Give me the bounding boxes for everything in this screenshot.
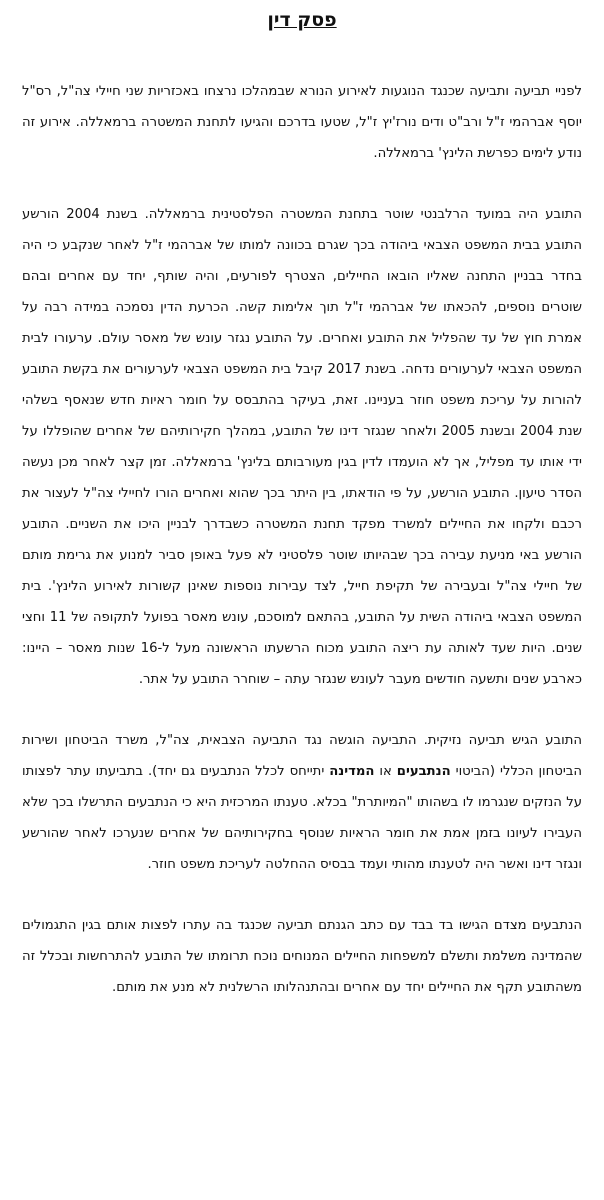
paragraph-text: התובע הגיש תביעה נזיקית. התביעה הוגשה נגד התביעה הצבאית, צה"ל, משרד הביטחון ושירות הביטחון הכללי (הביטוי (22, 733, 583, 779)
paragraph-text: יתייחס לכלל הנתבעים גם יחד). בתביעתו עתר לפצותו על הנזקים שנגרמו לו בשהותו "המיותרת" בכלא. טענתו המרכזית היא כי הנתבעים התרשלו בכך שלא העבירו לעיונו בזמן אמת את חומר הראיות שנוסף בחקירותיהם של אחרים שנערכו לאחר שהורשע ונגזר דינו ואשר היה לטענתו מהותי ועמד בבסיס ההחלטה לעריכת משפט חוזר. (22, 764, 582, 872)
document-title: פסק דין (267, 9, 337, 31)
paragraph-background (22, 199, 582, 695)
paragraph-text: התובע היה במועד הרלבנטי שוטר בתחנת המשטרה הפלסטינית ברמאללה. בשנת 2004 הורשע התובע בבית המשפט הצבאי ביהודה בכך שגרם בכוונה למותו של אברהמי ז"ל לאחר שנקבע כי היה בחדר בבניין התחנה שאליו הובאו החיילים, הצטרף לפורעים, והיה שותף, יחד עם אחרים ובהם שוטרים נוספים, להכאתו של אברהמי ז"ל תוך אלימות קשה. הכרעת הדין נסמכה במידה רבה על אמרת חוץ של עד שהפליל את התובע ואחרים. על התובע נגזר עונש של מאסר עולם. ערעורו לבית המשפט הצבאי לערעורים נדחה. בשנת 2017 קיבל בית המשפט הצבאי לערעורים את בקשת התובע להורות על עריכת משפט חוזר בעניינו. זאת, בעיקר בהתבסס על חומר ראיות חדש שנאסף בשלהי שנת 2004 ובשנת 2005 ולאחר שנגזר דינו של התובע, במהלך חקירותיהם של אחרים שהופללו על ידי אותו עד מפליל, אך לא הועמדו לדין בגין מעורבותם בלינץ' ברמאללה. זמן קצר לאחר מכן נעשה הסדר טיעון. התובע הורשע, על פי הודאתו, בין היתר בכך שהוא ואחרים הורו לחיילי צה"ל לעצור את רכבם ולקחו את החיילים למשרד מפקד תחנת המשטרה כשבדרך לבניין היכו את השניים. התובע הורשע באי מניעת עבירה בכך שבהיותו שוטר פלסטיני לא פעל באופן סביר למנוע את גרימת מותם של חיילי צה"ל ובעבירה של תקיפת חייל, לצד עבירות נוספות שאינן קשורות לאירוע הלינץ'. בית המשפט הצבאי ביהודה השית על התובע, בהתאם למוסכם, עונש מאסר בפועל לתקופה של 11 וחצי שנים. היות שעד לאותה עת ריצה התובע מכוח הרשעתו הראשונה מעל ל-16 שנות מאסר – היינו: כארבע שנים ותשעה חודשים מעבר לעונש שנגזר עתה – שוחרר התובע על אתר. (22, 207, 583, 687)
paragraph-text: או (374, 764, 397, 779)
paragraph-text: הנתבעים מצדם הגישו בד בבד עם כתב הגנתם תביעה שכנגד בה עתרו לפצות אותם בגין התגמולים שהמדינה משלמת ותשלם למשפחות החיילים המנוחים נוכח תרומתו של התובע להתרחשות ובכלל זה משהתובע תקף את החיילים יחד עם אחרים ובהתנהלותו הרשלנית לא מנע את מותם. (22, 918, 582, 995)
paragraph-claim (22, 725, 582, 880)
defined-term-defendants: הנתבעים (396, 764, 451, 779)
paragraph-text: לפניי תביעה ותביעה שכנגד הנוגעות לאירוע הנורא שבמהלכו נרצחו באכזריות שני חיילי צה"ל, רס"ל יוסף אברהמי ז"ל ורב"ט ודים נורז'יץ ז"ל, שטעו בדרכם והגיעו לתחנת המשטרה ברמאללה. אירוע זה נודע לימים כפרשת הלינץ' ברמאללה. (22, 84, 582, 161)
paragraph-intro (22, 76, 582, 169)
defined-term-state: המדינה (329, 764, 375, 779)
paragraph-counterclaim (22, 910, 582, 1003)
